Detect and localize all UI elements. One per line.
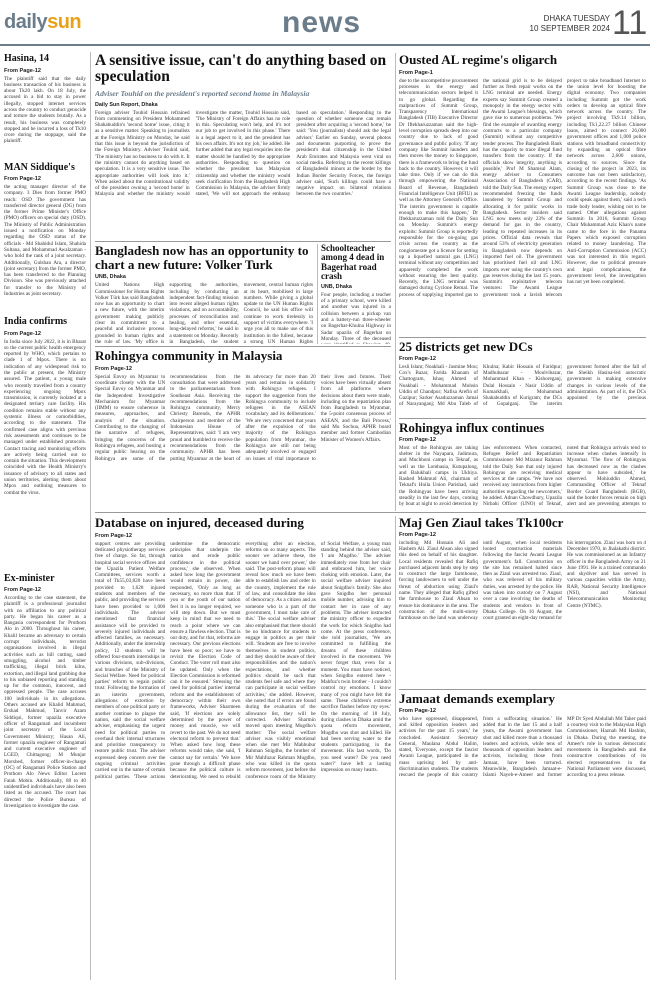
india-body: In India since July 2022, it is in Bharat so the current public health emergency reported by WHO, which pertains to clade 1 of Mpox. There is no indication of any widespread risk to the public at present, the Ministry assured. The patient, a young male who recently travelled from a country experiencing ongoing Mpox transmission, is currently isolated at a designated tertiary care facility. His condition remains stable without any systemic illness or comorbidities, according to the statement. The confirmed case aligns with previous risk assessments and continues to be managed under established protocols. Contact tracing and monitoring efforts are actively being carried out to contain the situation. This development coincided with the Health Ministry's issuance of advisory to all states and union territories, alerting them about Mpox and outlining measures to combat the virus. [4,338,86,496]
exminister-body: According to the case statement, the plaintiff is a professional journalist with no affiliation to any political party. He began his career as a Bangasia correspondent for Prothom Alo in 2000. Throughout his career, Khalil became an adversary to certain corrupt individuals, terrorist organisations involved in illegal activities such as hill cutting, sand smuggling, alcohol and timber trafficking, illegal brick kilns, extortion, and illegal land grabbing due to his unbiased reporting and standing up for the common, innocent, and oppressed people. The case accuses 100 individuals in its allegations. Others accused are Khalid Mahmud, Ershad Mahmud, Tanvir Azam Siddiqui, former upazila executive officer of Rangamati and incumbent joint secretary of the Local Government Ministry; Hasan Ali, former upazila engineer of Rangamati and current executive engineer of LGED, Chittagong; M Munjur Morshed, former officer-in-charge (OC) of Rangamati Police Station and Prothom Alo News Editor Lucent Fatah Mobin. Additionally, 80 to 40 unidentified individuals have also been listed as the accused. The court has directed the Police Bureau of Investigation to investigate the case. [4,595,86,809]
logo-daily: daily [4,11,48,33]
ziaul-headline[interactable]: Maj Gen Ziaul takes Tk100cr [399,516,564,530]
lead-subhead: Adviser Touhid on the president's reported second home in Malaysia [95,88,310,98]
database-body: support centres are providing dedicated physiotherapy services free of charge. So far, through hospital social service offices and the Upazila Patient Welfare Committees, services worth a total of Tk55,03,820 have been provided to 1,628 injured students and members of the public, and providing the services have been provided to 1,000 individuals. The adviser mentioned that financial assistance will be provided to severely injured individuals and affected families, as necessary. Additionally, under the internship policy, 12 students will be offered four-month internships in various divisions, sub-divisions, and branches of the Ministry of Social Welfare. Need for political parties' reform to regain public trust: Following the formation of an interim government, allegations of extortion by members of one political party or another continue to plague the nation, said the social welfare adviser, emphasising the urgent need for political parties to overhaul their internal structures and prioritise transparency to restore public trust. The adviser expressed deep concern over the ongoing criminal activities carried out in the name of certain political parties. 'These actions undermine the democratic principles that underpin the nation and erode public confidence in the political process,' she observed. When asked how long the government would remain in power, she responded, 'Only as long as necessary, no more than that. If you or the youth of our nation feel it is no longer required, we will step down. But we must keep in mind that we need to reach a point where we can ensure a flawless election. That is our duty, and for that, reforms are necessary. Our previous elections have been so poor; we have to revisit the Election Code of Conduct. The voter roll must also be updated. Only when the Election Commission is reformed can it be ensured.' Stressing the need for political parties' internal reform and the establishment of democracy within their own frameworks, Adviser Sharmeen said, 'If elections are solely determined by the power of money and muscle, we will revert to the past. We do not need electoral reform to prevent that.' When asked how long these reforms would take, she said, 'I cannot say for certain.' 'We have gone through a difficult phase because the political culture is deteriorating. We need to rebuild everything after an election, reforms on so many aspects. The sooner we achieve these, the sooner we hand over power,' she said. The post-reform phase will reveal how much we have been able to establish law and order in the country, implement the rule of law, and consolidate the idea of democracy. As a citizen and as someone who is a part of the government, I must take care of this.' The social welfare adviser also emphasised that there should be no hindrance for students to engage in politics as per their will. 'Students are free to involve themselves in student politics, and they should be aware of their responsibilities and the nation's expectations, and whether politics should be such that students feel safe and where they can participate in social welfare activities,' she added. However, she noted that if errors are found during the evaluation of the allowance list, they will be corrected. Adviser Sharmin moved upon meeting Mugdho's mother: The social welfare adviser was visibly emotional when she met Mir Mahbubur Rahman Snigdho, the brother of Mir Mahfuzur Rahman Mugdho, who was killed in the quota reform movement, just before the conference room of the Ministry of Social Welfare, a young man standing behind the adviser said, 'I am Mugdho.' The adviser immediately rose from her chair and embraced him, her voice choking with emotion. Later, the social welfare adviser inquired about Snigdho's family. She also gave Snigdho her personal mobile number, advising him to contact her in case of any problems. The adviser instructed the ministry officer to expedite the work for which Snigdho had come. At the press conference, she told journalists, 'We are committed to fulfilling the dreams of these children involved in the movement. We never forget that, even for a moment. You must have noticed, when Snigdho entered here - Mahfuz's twin brother - I couldn't control my emotions. I know many of you might have felt the same. These children's extreme sacrifice flashes before my eyes.' On the morning of 18 July, during clashes in Dhaka amid the quota reform movement, Mugdho was shot and killed. He had been serving water to the students participating in the movement. His last words, 'Do you need water? Do you need water?' have left a lasting impression on many hearts. [95,540,391,780]
school-body: Four people, including a teacher of a primary school, were killed and another was injured in a collision between a pickup van and a battery-run three-wheeler on Bagerhat-Khulna Highway in Sadar upazila of Bagerhat on Monday. Three of the deceased [321,291,391,342]
siddique-from: From Page-12 [4,176,41,182]
rohingya-my-story [95,349,391,509]
logo[interactable] [4,11,81,34]
jamaat-body: who have oppressed, disappeared, and killed opposition leaders and activists for the past 15 years,' he concluded. Assistant Secretary General, Maulana Abdul Halim, stated, 'Everyone, except the fascist Awami League, participated in the mass uprising led by anti-discrimination students. The students rescued the people of this country from a suffocating situation.' He added that in the last 15 and a half years, the Awami government has shot and killed more than a thousand leaders and activists, while tens of thousands of opposition leaders and activists, including those from Jamaat, have been tortured. Meanwhile, Bangladesh Jamaat-e-Islami Nayeb-e-Ameer and former MP Dr Syed Abdullah Md Taher paid a courtesy visit to the Malaysian High Commissioner, Haznah Md Hashim, in Dhaka. During the meeting, the Ameer's role in various democratic movements in Bangladesh and the constructive contributions of its elected representatives in the National Parliament were discussed, according to a press release. [399,715,646,779]
dcs-body: Lesli Islam; Noakhali - Jasmine Mou; Cox's Bazar, Farida Khanam of Chattogram, Ishaq Ahmed of Noakhali - Mohammad Mohsin Uddin of Chandpur; Nafisa Arefin of Gazipur; Sarker Asaduzzaman Jamal of Narayanganj; Md Abu Taleb of Khulna; Kabir Hossain of Faridpur; Madhubazar - Moulvibazar, Mohammad Khan - Kishoreganj, Dulal Hossain - Nasir Uddin of Kumarkhali, Mohammad Shahabuddin of Kurigram; the DCs of Gopalganj. The interim government formed after the fall of the Sheikh Hasina-led autocratic government is making extensive changes in various levels of the administration. As part of it, the DCs appointed by the previous [399,363,646,408]
dcs-from: From Page-12 [399,355,436,362]
rohingya-in-from: From Page-12 [399,436,436,443]
jamaat-from: From Page-12 [399,707,436,714]
school-story [321,244,391,344]
oligarch-from: From Page-1 [399,69,433,76]
rule-dcs [399,418,646,419]
page-number: 11 [612,4,648,42]
ziaul-story [399,516,646,686]
left-column [4,54,86,980]
rule-oligarch [399,337,646,338]
rohingya-my-from: From Page-12 [95,365,132,372]
logo-sun: sun [47,11,82,33]
database-headline[interactable]: Database on injured, deceased during [95,516,304,530]
lead-byline: Daily Sun Report, Dhaka [95,101,158,108]
india-headline[interactable]: India confirms [4,316,68,327]
rohingya-in-story [399,421,646,511]
dcs-story [399,340,646,416]
turk-story [95,244,313,344]
divider-bottom [395,516,396,980]
ziaul-from: From Page-12 [399,531,436,538]
database-story [95,516,391,980]
rohingya-my-headline[interactable]: Rohingya community in Malaysia [95,349,283,363]
divider-left [90,52,91,980]
divider-turk [317,244,318,344]
hasina-from: From Page-12 [4,67,41,74]
oligarch-story [399,53,646,335]
jamaat-headline[interactable]: Jamaat demands exemplary [399,692,555,706]
divider-right [395,53,396,511]
exminister-from: From Page-12 [4,587,41,593]
masthead [0,0,650,46]
database-from: From Page-12 [95,532,132,539]
hasina-headline[interactable]: Hasina, 14 [4,54,50,64]
turk-headline[interactable]: Bangladesh now has an opportunity to chart a new future: Volker Turk [95,244,309,272]
rule-ziaul [399,689,646,690]
ziaul-body: including Md Hussain Ali and Hashem Ali. Ziaul Ahsan also signed this deed on behalf of his daughter. Local residents revealed that Rafiq purchased adjacent lands step by step to construct the large farmhouse, forcing landowners to sell under the threat of abduction using Ziaul's name. They alleged that Rafiq gifted the farmhouse to Ziaul Ahsan to ensure his dominance in the area. The construction of the multi-storey farmhouse on the land was underway until August, when local residents looted construction materials following the fascist Awami League government's fall. Construction on the site has remained halted since then as Ziaul was arrested too. Ziaul, who was relieved of his military duties, was arrested by the police. He was taken into custody on 7 August over a case involving the deaths of students and vendors in front of Dhaka College. On 16 August, the court granted an eight-day remand for his interrogation. Ziaul was born on 4 December 1970, in Jhalakathi district. He was commissioned as an Infantry officer in the Bangladesh Army on 21 June 1991. He is a trained commando and skydiver and has served in various capacities within the Army, RAB, National Security Intelligence (NSI), and National Telecommunication Monitoring Centre (NTMC). [399,539,646,622]
turk-body: United Nations High Commissioner for Human Rights Volker Türk has said Bangladesh now has an opportunity to chart a new future, with the interim government making publicly clear its commitment to a peaceful and inclusive process grounded in human rights and the rule of law. 'My office is supporting the authorities, including by conducting an independent fact-finding mission into recent alleged human rights violations, and on accountability, processes of reconciliation and healing, and other essential, long-delayed reforms,' he said in a statement on Monday. Recently in Bangladesh, the student movement, central human rights at its heart, mobilised in large numbers. While giving a global update to the UN Human Rights Council, he said his office will continue to work tirelessly in support of victims everywhere. 'I urge you all to make use of this institution in the fullest, because a strong UN Human Rights [95,282,313,344]
rule-lead [95,241,391,242]
rule-mid [95,512,646,513]
rule-turk [95,346,391,347]
jamaat-story [399,692,646,980]
siddique-headline[interactable]: MAN Siddique's [4,161,75,173]
lead-headline[interactable]: A sensitive issue, can't do anything based on speculation [95,53,387,86]
india-from: From Page-12 [4,330,41,337]
school-headline[interactable]: Schoolteacher among 4 dead in Bagerhat road crash [321,244,385,282]
dateline-date: 10 SEPTEMBER 2024 [529,24,610,33]
rohingya-in-headline[interactable]: Rohingya influx continues [399,421,545,435]
lead-story [95,53,391,240]
rohingya-in-body: Most of the Rohingyas are taking shelter in the Nayapara, Jadimura, and Muchhoni camps in Teknaf, as well as the Lombasia, Kutupalong, and Balukhali camps in Ukhiya. Rashed Mahmud Ali, chairman of Teknaf's Hnila Union Parishad, said the Rohingyas have been arriving steadily in the last few days, coming by boat at night to avoid detection by law enforcement. When contacted, Refugee Relief and Repatriation Commissioner Md Mizanur Rahman told the Daily Sun that only injured Rohingyas are receiving medical services at the camps. 'We have not received any instructions from higher authorities regarding the newcomers,' he added. Adnan Chowdhury, Upazila Nirbahi Officer (UNO) of Teknaf, noted that Rohingya arrivals tend to increase when clashes intensify in Myanmar. 'The flow of Rohingyas has decreased now as the clashes appear to have subsided,' he observed. Mohiuddin Ahmed, Commanding Officer of Teknaf Border Guard Bangladesh (BGB), said the border forces remain on high alert and are preventing attempts to [399,444,646,508]
section-name: news [282,6,362,39]
oligarch-headline[interactable]: Ousted AL regime's oligarch [399,53,558,67]
school-byline: UNB, Dhaka [321,283,352,290]
exminister-headline[interactable]: Ex-minister [4,572,55,584]
siddique-body: the acting manager director of the company. 3 Dies from former PMO reach: OSD The government has transferred director general (DG) from the former Prime Minister's Office (PMO) officers on special duty (OSD). The Ministry of Public Administration issued a notification on Monday regarding the OSD status of the officials - Md Shahidul Islam, Shahida Sultana, and Mohammad Awalzaman - who hold the rank of a joint secretary. Additionally, Gulshan Ara, a director (joint secretary) from the former PMO, has been transferred to the Planning Division. She was previously attached for transfer to the Ministry of Industries as joint secretary. [4,184,86,298]
oligarch-body: due to the uncompetitive procurement processes in the energy and telecommunication sectors helped it to go global. Regarding the malpractices of Summit Group, Transparency International Bangladesh (TIB) Executive Director Dr Iftekharuzzaman said the high-level corruption spreads deep into our country due to lack of good governance and public policy. 'If any company like Summit launders and then moves the money to Singapore, there is a framework to bring the fund back to the country. However, it will take time. Only if we can do this through empowering the National Board of Revenue, Bangladesh Financial Intelligence Unit (BFIU) as well as the Attorney General's Office. The interim government is capable enough to make this happen,' Dr Iftekharuzzaman told the Daily Sun on Monday. Summit's energy exploits: Summit Group is reportedly responsible for the on-going gas crisis across the country as the conglomerate got a licence for setting up a liquefied natural gas (LNG) terminal without any competition and apparently completed the work without ensuring the best quality. Recently, the LNG terminal was damaged during Cyclone Remal. The process of supplying imported gas to the national grid is to be delayed further as fresh repair works on the LNG terminal are needed. Energy experts say Summit Group created a monopoly in the energy sector with the Awami League's blessings, which gave rise to numerous problems. 'We find the example of awarding energy contracts to a particular company (Summit) without any competitive tender process. The Bangladesh Bank has the capacity to trace illegal fund transfers from the country. If the officials show integrity, anything is possible,' Prof M Shamsul Alam, energy adviser to Consumers Association of Bangladesh (CAB), told the Daily Sun. The energy expert recommended freezing the funds laundered by Summit Group and allocating it for public works in Bangladesh. Sector insiders said LNG now meets only 23% of the demand for gas in the country, leading to repeated increases in its prices. Official data reveals that around 53% of electricity generation in Bangladesh now depends on imported fuel oil. The government has prioritised fuel oil and LNG imports over using the country's own gas reserves during the last 15 years. Summit's exploitative telecom ventures: The Awami League government took a lavish telecom project to take broadband Internet to the union level for boosting the digital economy. Two companies including Summit got the work orders to develop an optical fibre network across the country. The project involving Tk9.14 billion, including Tk1,22.27 billion Chinese loans, aimed to connect 26,000 government offices and 1,000 police stations with broadband connectivity by expanding an optical fibre network across 2,600 unions, according to sources. Since the closing of the project in 2023, its outcome has not been satisfactory, according to the recent findings. 'As Summit Group was close to the Awami League leadership, nobody could speak against them,' said a tech trade body leader, wishing not to be named. Other allegations against Summit: In 2016, Summit Group Chair Muhammad Aziz Khan's name came to the fore in the Panama Papers which exposed corruption related to money laundering. The Anti-Corruption Commission (ACC) was not interested in this regard. However, due to political pressure and legal complications, the government level, the investigation has not yet been completed. [399,77,646,298]
paper-dateline [520,14,610,34]
dateline-city: DHAKA TUESDAY [543,14,610,23]
lead-body: Foreign adviser Touhid Hossain refrained from commenting on President Mohammed Shahabuddin's 'second home' issue, citing it as a sensitive matter. Speaking to journalists at the Foreign Ministry on Monday, he said that this issue is beyond the jurisdiction of the Foreign Ministry. Adviser Touhid said, 'The ministry has no business to do with it. It the ministry cannot do anything based on speculation. It is a very sensitive issue. The appropriate authorities will look into it.' When asked about the constitutional validity of the president owning a 'second home' in Malaysia and whether the ministry would investigate the matter, Touhid Hossain said, 'The Ministry of Foreign Affairs has no role in this. Speculating won't help, and it's not our job to get involved in this phase.' There is a legal aspect to it, and the president has his own affairs. It's not my job,' he added. He further added that any legal enquiries into the matter should be handled by the appropriate authorities. Responding to question on whether the president has Malaysian citizenship and whether the ministry would seek clarification from the Bangladesh High Commission in Malaysia, the adviser firmly stated, 'We will not approach the embassy based on speculation.' Responding to the question of whether someone can remain president after acquiring a 'second home,' he said: 'You (journalists) should ask the legal adviser.' Earlier on Sunday, several photos and documents purporting to prove the president's dual citizenship in the United Arab Emirates and Malaysia went viral on social media. Referring to the recent killings of Bangladeshi minors at the border by the Indian Border Security Forces, the foreign adviser said, 'Such killings could have a negative impact on bilateral relations between the two countries.' [95,109,391,198]
rohingya-my-body: Special Envoy on Myanmar to coordinate closely with the UN Special Envoy on Myanmar and the Independent Investigative Mechanism for Myanmar (IIMM) to ensure coherence in measures, approaches, and analysis of the situation. Contributing to the changing of the narrative of refugees, bringing the concerns of the Rohingya refugees, and hosting a regular public hearing on the Rohingya are some of the recommendations from the consultation that were addressed to the parliamentarians from Southeast Asia. Receiving the recommendations from the Rohingya community, Mercy Chriesty Barends, the APHR chairperson and member of the Indonesian House of Representatives, said: 'I am very proud and humbled to receive the recommendations from the community. APHR has been putting Myanmar at the heart of its advocacy for more than 20 years and remains in solidarity with Rohingya refugees. I support the suggestion from the Rohingya community to include refugees in the ASEAN vocabulary and its deliberations.' 'We are very concerned that years after the expulsion of the majority of the Rohingya population from Myanmar, the Rohingya are still not being adequately involved or engaged on issues of vital importance to their lives and futures. Their voices have been virtually absent from all platforms where decisions about them were made, including on the repatriation plan from Bangladesh to Myanmar, the 5-point consensus process of ASEAN, and the Bali Process,' said Mu Sochua, APHR board member and former Cambodian Minister of Women's Affairs. [95,373,391,462]
dcs-headline[interactable]: 25 districts get new DCs [399,340,533,354]
hasina-body: The plaintiff said that the daily business transaction of his business is about Tk20 lakh. On 18 July, the accused in a bid to stay in power illegally, stopped internet services across the country to conduct genocide and torture the students brutally. As a result, his business was completely stopped and he incurred a loss of Tk10 crore during the stoppage, said the plaintiff. [4,75,86,145]
turk-byline: UNB, Dhaka [95,274,126,281]
